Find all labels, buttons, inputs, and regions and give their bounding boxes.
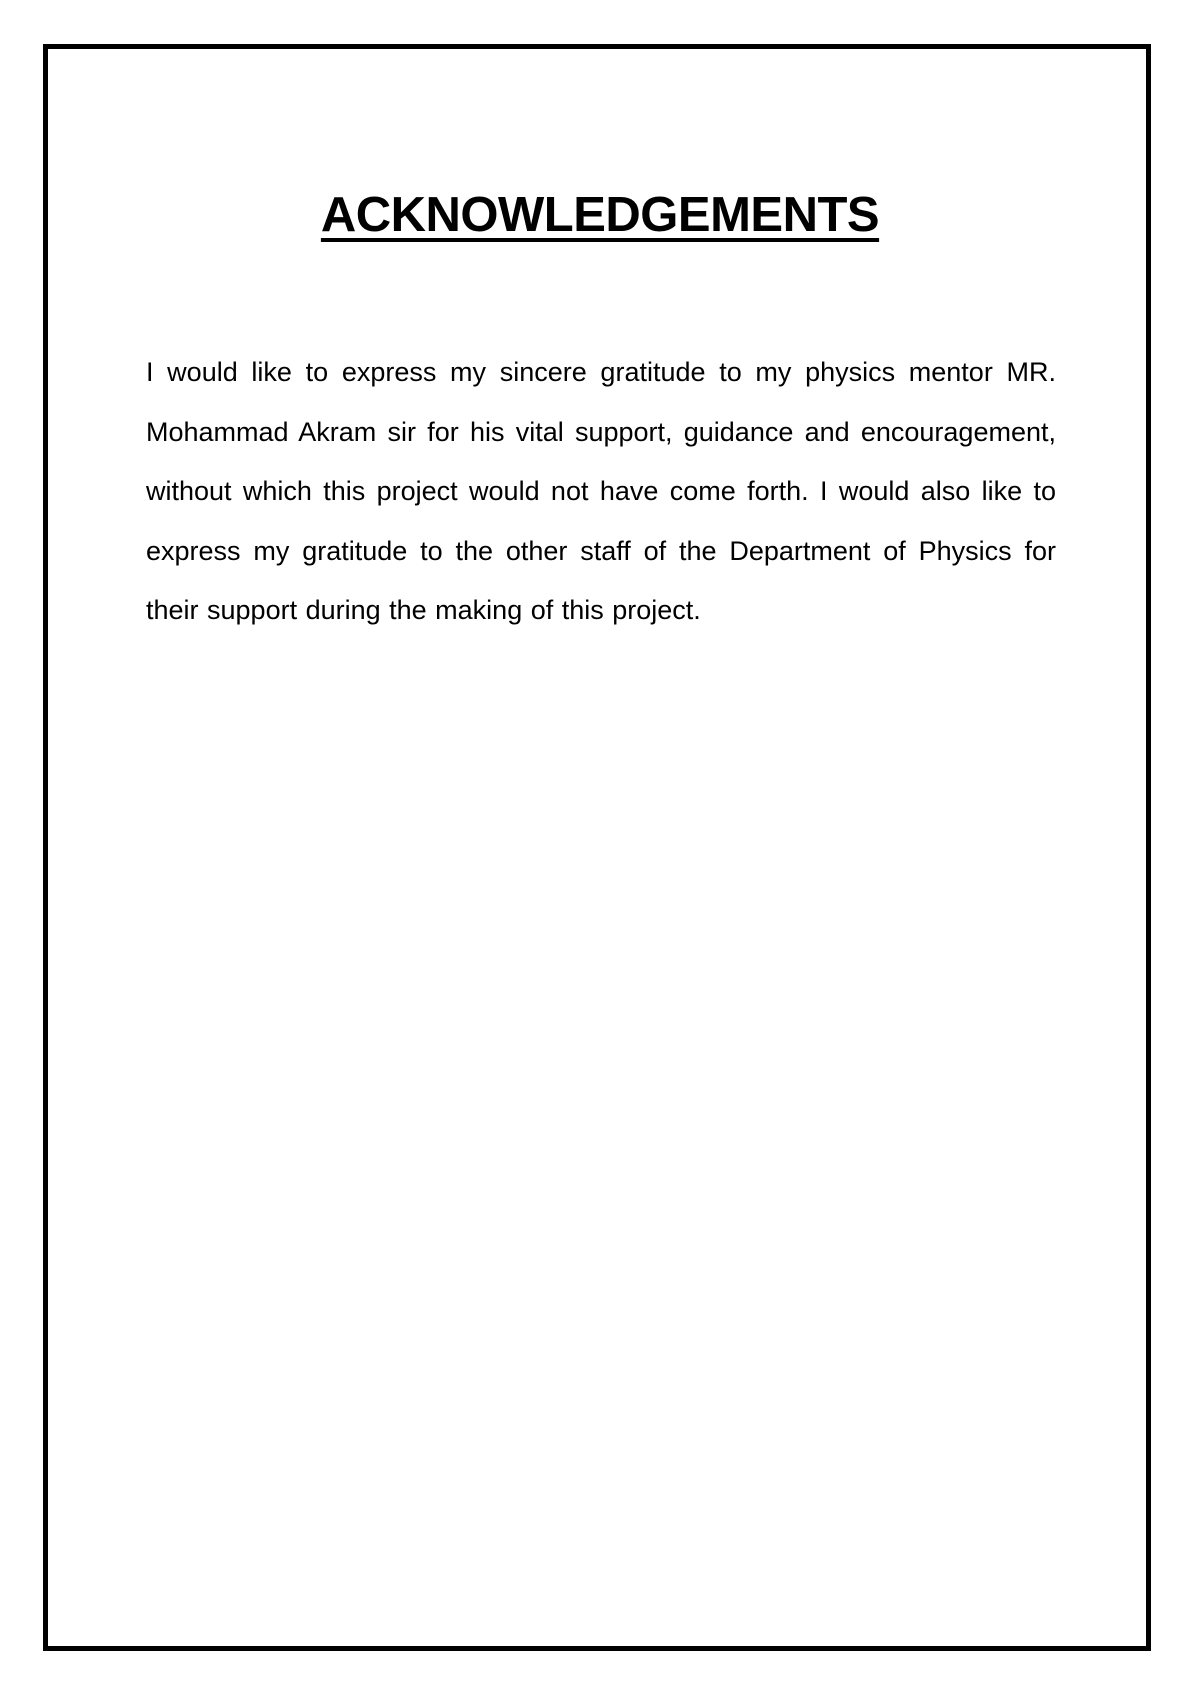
page-title: ACKNOWLEDGEMENTS bbox=[320, 188, 880, 242]
page-border bbox=[43, 44, 1151, 1651]
acknowledgement-paragraph: I would like to express my sincere gratitude to my physics mentor MR. Mohammad Akram sir for his vital support, guidance and encouragement, without which this project would not have come forth. I would also like to express my gratitude to the other staff of the Department of Physics for their support during the making of this project. bbox=[146, 357, 1056, 625]
